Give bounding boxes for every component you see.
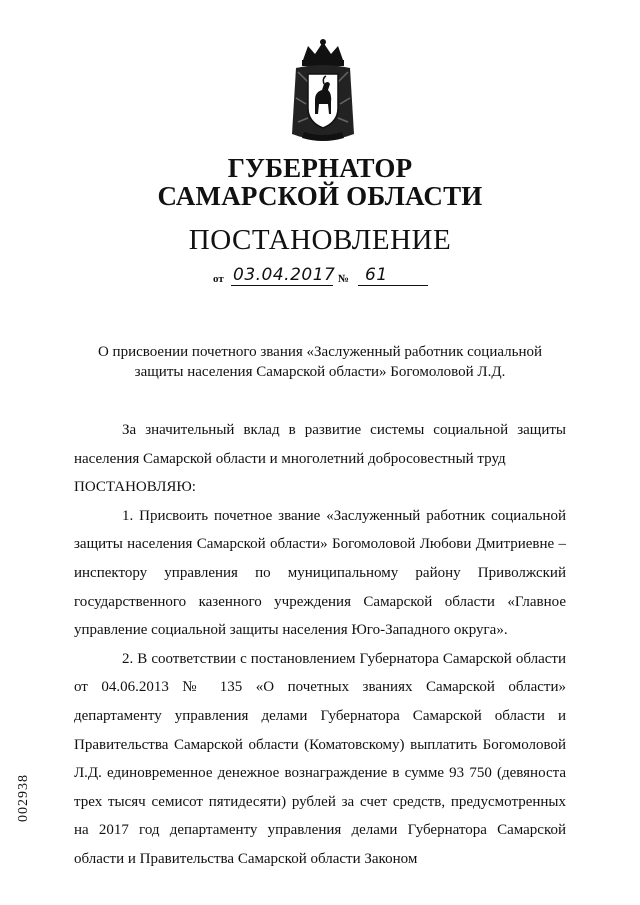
item-2-paragraph: 2. В соответствии с постановлением Губернатора Самарской области от 04.06.2013 № 135 «О почетных званиях Самарской области» департаменту управления делами Губернатора Самарской области и Правительства Самарской области (Коматовскому) выплатить Богомоловой Л.Д. единовременное денежное вознаграждение в сумме 93 750 (девяноста трех тысяч семисот пятидесяти) рублей за счет средств, предусмотренных на 2017 год департаменту управления делами Губернатора Самарской области и Правительства Самарской области Законом [74, 650, 566, 867]
date-number-line [213, 265, 433, 289]
authority-title-line1: ГУБЕРНАТОР [227, 153, 413, 183]
handwritten-date: 03.04.2017 [233, 265, 336, 285]
item-1-paragraph: 1. Присвоить почетное звание «Заслуженный работник социальной защиты населения Самарской области» Богомоловой Любови Дмитриевне – инспектору управления по муниципальному району Приволжский государственного казенного учреждения Самарской области «Главное управление социальной защиты населения Юго-Западного округа». [74, 507, 566, 639]
coat-of-arms-emblem [288, 38, 358, 146]
document-body [74, 416, 566, 874]
number-label: № [338, 273, 350, 285]
resolve-heading: ПОСТАНОВЛЯЮ: [74, 479, 196, 496]
authority-title-line2: САМАРСКОЙ ОБЛАСТИ [157, 181, 483, 211]
document-subject [60, 342, 580, 382]
date-underline [231, 285, 333, 286]
side-registration-number [14, 770, 34, 830]
document-type-heading: ПОСТАНОВЛЕНИЕ [188, 224, 452, 256]
subject-line2: защиты населения Самарской области» Богомоловой Л.Д. [134, 364, 506, 380]
handwritten-number: 61 [365, 265, 388, 285]
date-label: от [213, 273, 224, 285]
side-number-text: 002938 [16, 774, 31, 822]
number-underline [358, 285, 428, 286]
subject-line1: О присвоении почетного звания «Заслуженный работник социальной [97, 344, 543, 360]
intro-paragraph: За значительный вклад в развитие системы социальной защиты населения Самарской области и многолетний добросовестный труд [74, 422, 566, 467]
